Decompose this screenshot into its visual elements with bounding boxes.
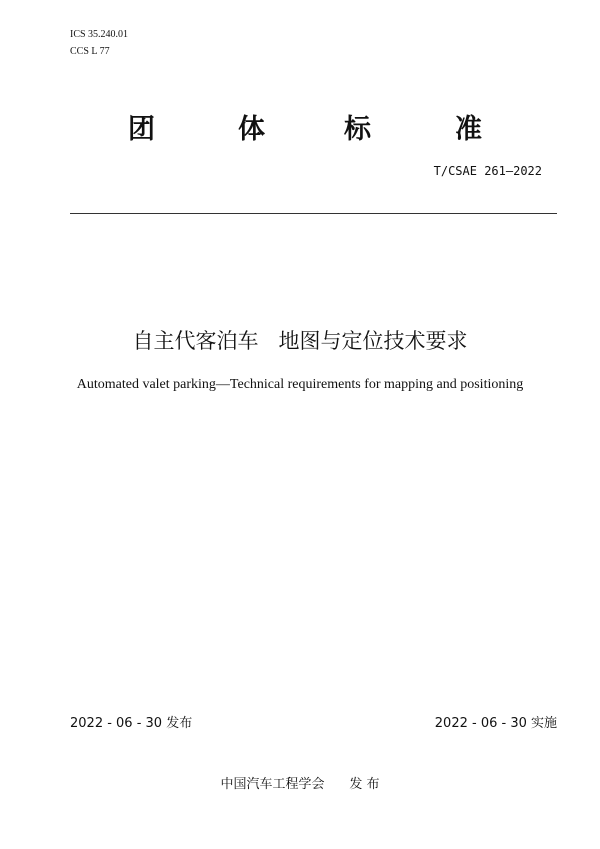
standard-type-heading <box>0 112 600 152</box>
ccs-code: CCS L 77 <box>70 46 110 57</box>
standard-type-char: 准 <box>455 114 482 145</box>
standard-type-char: 团 <box>128 114 155 145</box>
implementation-date: 2022 - 06 - 30 实施 <box>434 716 557 731</box>
standard-type-char: 体 <box>238 114 265 145</box>
issue-date: 2022 - 06 - 30 发布 <box>70 716 193 731</box>
title-chinese: 自主代客泊车 地图与定位技术要求 <box>132 329 468 353</box>
header-divider <box>70 213 557 214</box>
ics-code: ICS 35.240.01 <box>70 29 129 40</box>
title-english: Automated valet parking—Technical requirements for mapping and positioning <box>76 377 524 392</box>
standard-number: T/CSAE 261—2022 <box>433 164 542 178</box>
standard-type-char: 标 <box>344 114 371 145</box>
publisher: 中国汽车工程学会 发 布 <box>220 777 380 792</box>
